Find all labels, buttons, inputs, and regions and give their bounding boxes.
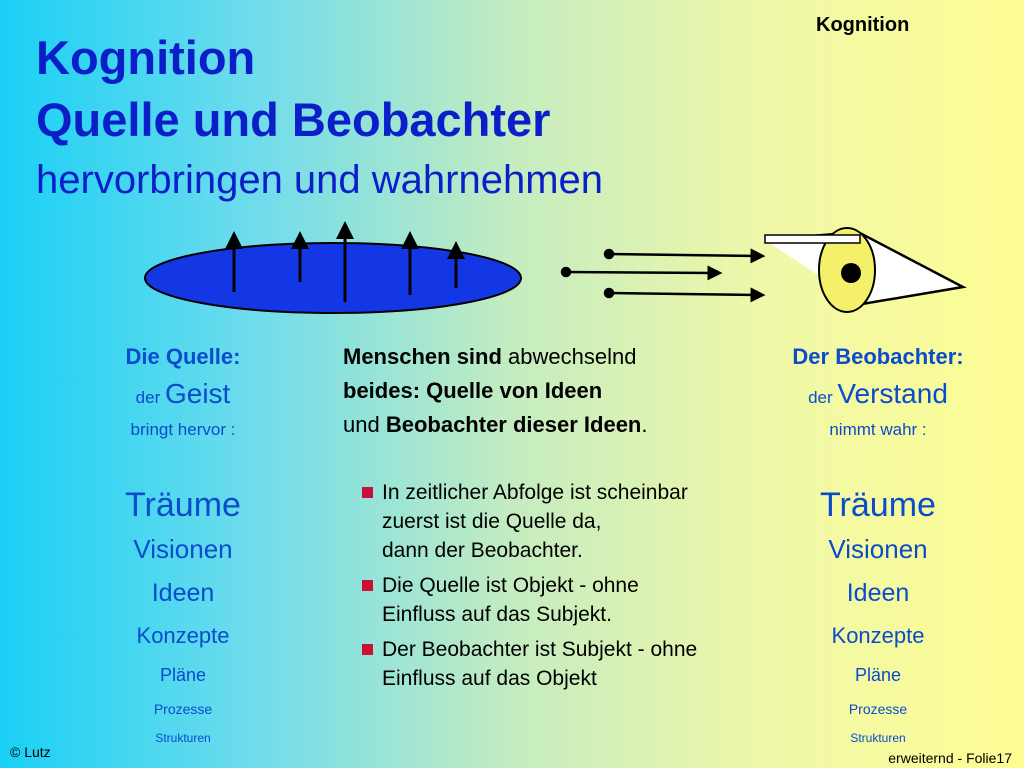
observer-der: der [808, 388, 838, 407]
source-term: Geist [164, 378, 231, 409]
observer-item: Strukturen [850, 731, 906, 745]
source-heading: Die Quelle: [125, 344, 241, 369]
title-line-2: Quelle und Beobachter [36, 93, 551, 146]
bullet-square-icon [362, 487, 373, 498]
bullet-item [360, 478, 780, 565]
source-item: Pläne [159, 665, 207, 685]
footer-right: erweiternd - Folie17 [888, 750, 1012, 766]
observer-item: Konzepte [831, 623, 925, 648]
observer-heading: Der Beobachter: [792, 344, 964, 369]
bullet-item [360, 635, 780, 693]
intro-bold-3: Beobachter dieser Ideen [385, 412, 642, 437]
subtitle: hervorbringen und wahrnehmen [36, 158, 604, 202]
bullet-square-icon [362, 644, 373, 655]
source-list [83, 483, 283, 751]
intro-line-2: beides: Quelle von Ideen [343, 378, 603, 403]
intro-end-3: . [641, 412, 648, 437]
source-item: Prozesse [153, 701, 213, 717]
observer-action: nimmt wahr : [829, 420, 927, 439]
observer-term: Verstand [837, 378, 948, 409]
source-item: Strukturen [155, 731, 211, 745]
eye-icon [765, 228, 963, 312]
observer-item: Visionen [828, 534, 928, 564]
source-item: Visionen [133, 534, 233, 564]
source-action: bringt hervor : [130, 420, 236, 439]
source-item: Konzepte [136, 623, 230, 648]
observer-item: Träume [820, 486, 936, 524]
source-term-line [98, 378, 268, 410]
observer-item: Prozesse [848, 701, 908, 717]
center-intro [343, 340, 773, 442]
center-bullets [360, 478, 780, 699]
observer-term-line [758, 378, 998, 410]
source-ellipse [145, 243, 521, 313]
bullet-line: dann der Beobachter. [382, 539, 583, 562]
bullet-line: Einfluss auf das Objekt [382, 667, 597, 690]
bullet-item [360, 571, 780, 629]
bullet-line: Einfluss auf das Subjekt. [382, 603, 612, 626]
bullet-line: Der Beobachter ist Subjekt - ohne [382, 638, 698, 661]
source-observer-illustration [0, 0, 1024, 340]
observer-item: Ideen [846, 579, 910, 607]
bullet-line: zuerst ist die Quelle da, [382, 510, 602, 533]
title-line-1: Kognition [36, 31, 256, 84]
bullet-square-icon [362, 580, 373, 591]
intro-bold-1: Menschen sind [343, 344, 502, 369]
corner-label: Kognition [816, 14, 910, 36]
intro-regular-3: und [343, 412, 386, 437]
source-item: Ideen [151, 579, 215, 607]
intro-regular-1: abwechselnd [501, 344, 637, 369]
footer-left: © Lutz [10, 744, 51, 760]
perception-arrows [562, 250, 758, 297]
observer-list [778, 483, 978, 751]
source-item: Träume [125, 486, 241, 524]
source-der: der [135, 388, 165, 407]
observer-item: Pläne [854, 665, 902, 685]
bullet-line: Die Quelle ist Objekt - ohne [382, 574, 639, 597]
bullet-line: In zeitlicher Abfolge ist scheinbar [382, 481, 688, 504]
